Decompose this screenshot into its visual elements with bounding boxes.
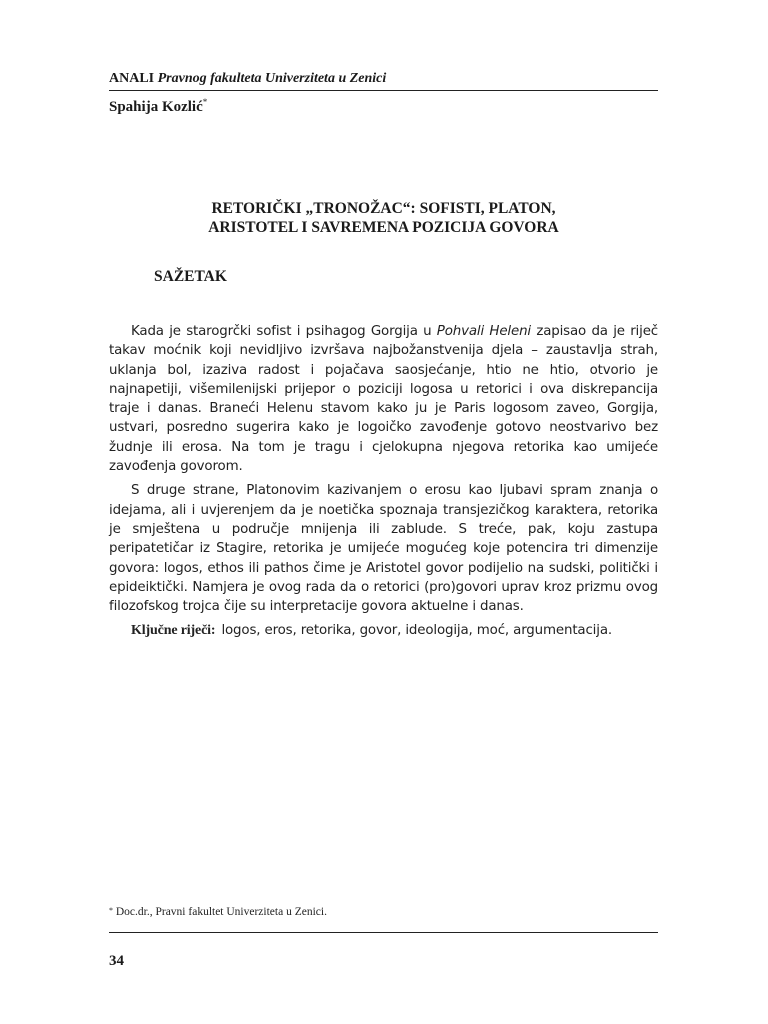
article-title (109, 199, 658, 237)
journal-abbrev: ANALI (109, 71, 155, 86)
footnote (109, 906, 327, 918)
article-title-line-2: ARISTOTEL I SAVREMENA POZICIJA GOVORA (208, 219, 559, 236)
abstract-body (109, 322, 658, 641)
journal-full-name: Pravnog fakulteta Univerziteta u Zenici (154, 71, 387, 86)
footnote-mark: * (109, 906, 113, 915)
running-header (109, 70, 658, 91)
footnote-text: Doc.dr., Pravni fakultet Univerziteta u Zenici. (113, 906, 327, 918)
keywords-list: logos, eros, retorika, govor, ideologija, moć, argumentacija. (221, 623, 612, 639)
abstract-p1-rest: zapisao da je riječ takav moćnik koji nevidljivo izvršava najbožanstvenija djela – zaustavlja strah, uklanja bol, izaziva radost i pojačava saosjećanje, htio ne htio, otvorio je najnapetiji, višemilenijski prijepor o poziciji logosa u retorici i ova diskrepancija traje i danas. Braneći Helenu stavom kako ju je Paris logosom zaveo, Gorgija, ustvari, posredno sugerira kako je logoičko zavođenje gotovo neostvarivo bez žudnje ili erosa. Na tom je tragu i cjelokupna njegova retorika kao umijeće zavođenja govorom. (109, 324, 658, 475)
abstract-paragraph-1 (109, 322, 658, 476)
author-name-text: Spahija Kozlić (109, 99, 203, 115)
keywords-line (109, 621, 658, 640)
abstract-paragraph-2: S druge strane, Platonovim kazivanjem o erosu kao ljubavi spram znanja o idejama, ali i uvjerenjem da je noetička spoznaja transjezičkog karaktera, retorika je smještena u područje mnijenja ili zablude. S treće, pak, koju zastupa peripatetičar iz Stagire, retorika je umijeće mogućeg koje potencira tri dimenzije govora: logos, ethos ili pathos čime je Aristotel govor podijelio na sudski, politički i epideiktički. Namjera je ovog rada da o retorici (pro)govori uprav kroz prizmu ovog filozofskog trojca čije su interpretacije govora aktuelne i danas. (109, 483, 658, 615)
footer-divider (109, 932, 658, 933)
abstract-p1-start: Kada je starogrčki sofist i psihagog Gorgija u (131, 324, 437, 339)
author-name (109, 99, 207, 116)
journal-name (109, 71, 386, 86)
abstract-heading: SAŽETAK (154, 268, 227, 285)
author-footnote-mark: * (202, 97, 208, 107)
keywords-label: Ključne riječi: (131, 623, 216, 639)
abstract-p1-work-title: Pohvali Heleni (436, 324, 531, 339)
page-number: 34 (109, 953, 124, 969)
article-title-line-1: RETORIČKI „TRONOŽAC“: SOFISTI, PLATON, (211, 200, 556, 217)
